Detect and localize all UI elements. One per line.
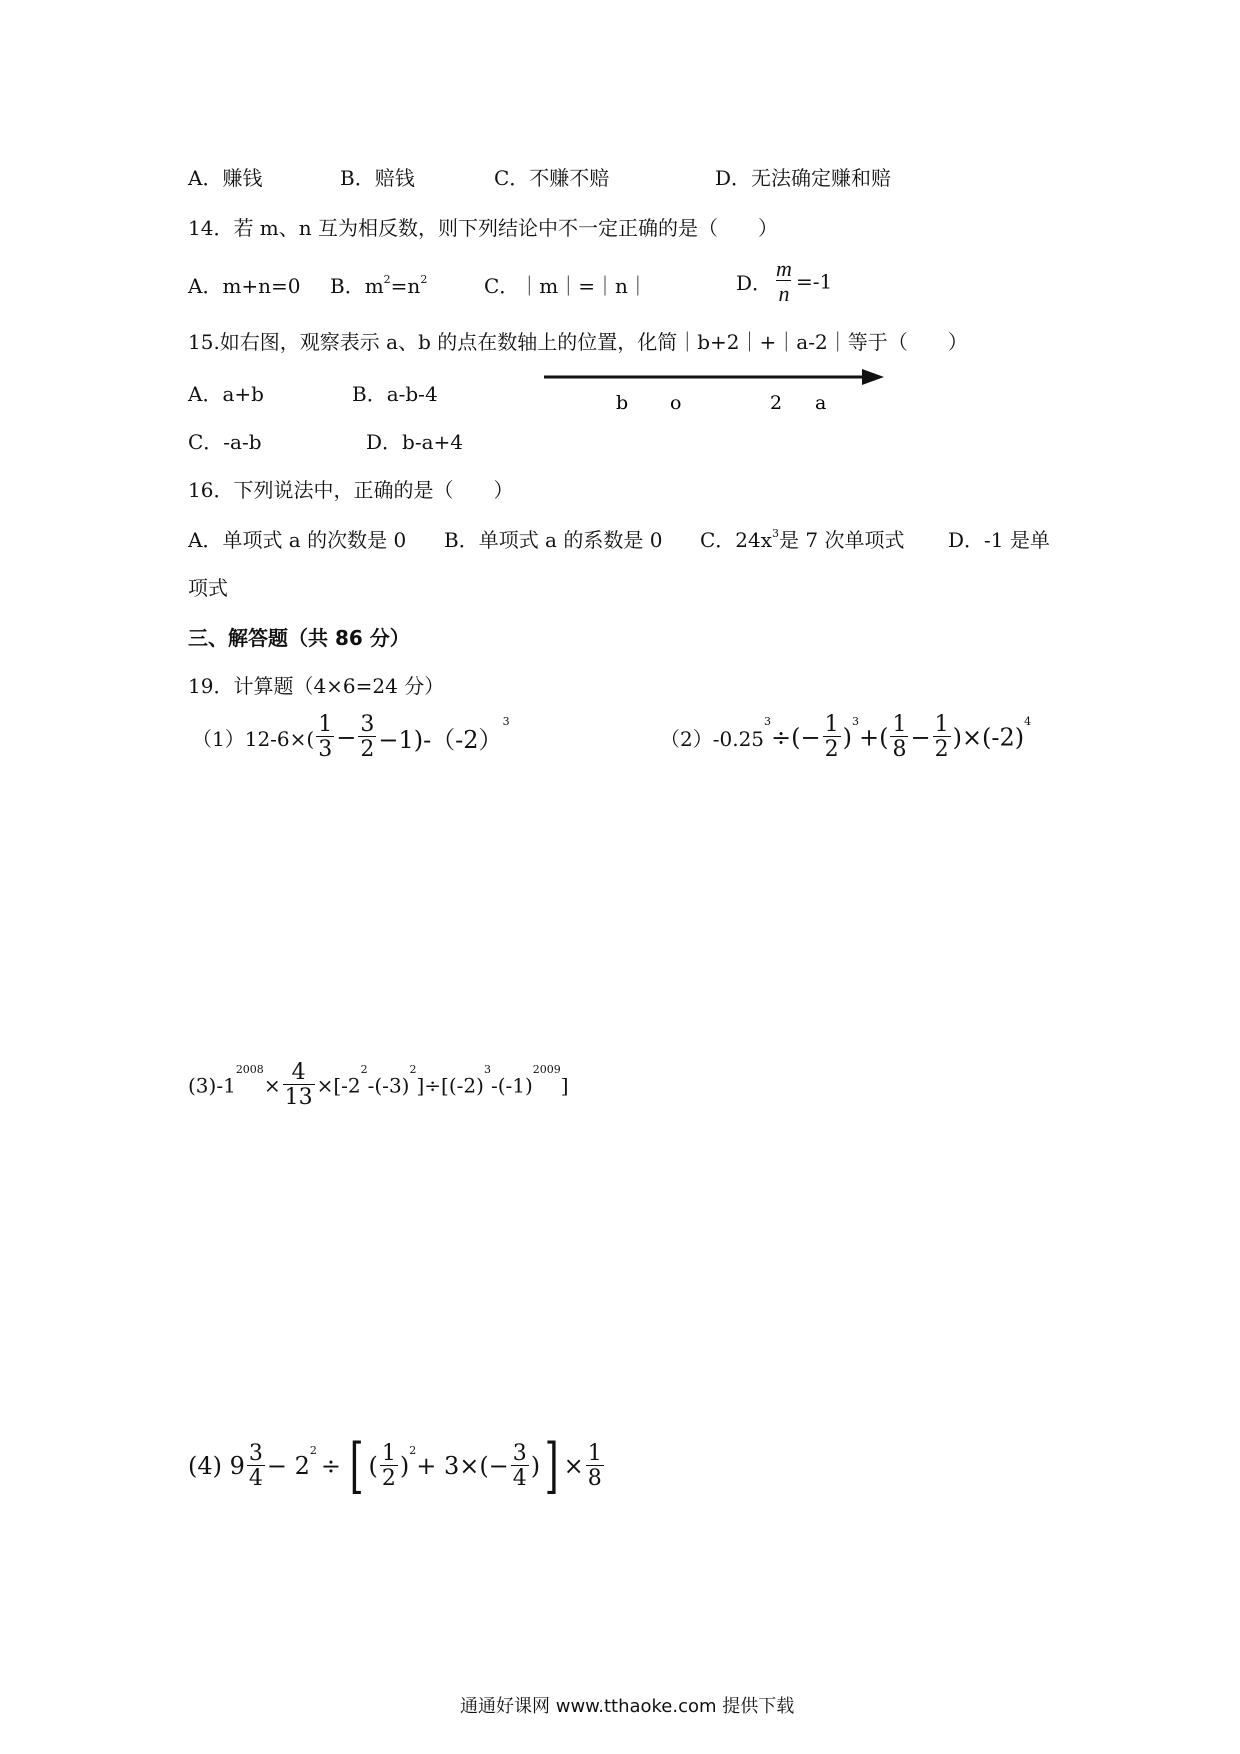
axis-label-b: b <box>616 392 629 414</box>
q13-option-c: C．不赚不赔 <box>494 166 610 190</box>
left-bracket: [ <box>349 1431 364 1501</box>
q15-option-a: A．a+b <box>188 382 264 406</box>
q13-option-d: D．无法确定赚和赔 <box>715 166 892 190</box>
q16-option-a: A．单项式 a 的次数是 0 <box>188 528 407 552</box>
q19-part4-expression: (4) 9 $\frac{3}{4}$ − $2^2\div$ [ ( $\frac{1}{2}$ )$^2$+ 3×(− $\frac{3}{4}$ )] × $\frac{1}{8}$ <box>188 1431 602 1501</box>
q14-option-d: D． $\frac{m}{n}$ =-1 <box>736 256 833 306</box>
q16-stem: 16．下列说法中，正确的是（ ） <box>188 478 514 502</box>
page-footer: 通通好课网 www.tthaoke.com 提供下载 <box>460 1696 795 1717</box>
q14-option-b: B．$m^2=n^2$ <box>330 273 428 298</box>
q16-option-b: B．单项式 a 的系数是 0 <box>444 528 663 552</box>
q16-option-c: C．$24x^3$是 7 次单项式 <box>700 527 905 552</box>
q16-option-d-continued: 项式 <box>188 576 228 600</box>
number-line <box>540 365 890 425</box>
axis-label-2: 2 <box>770 392 783 414</box>
q14-option-a: A．m+n=0 <box>188 274 301 298</box>
q15-stem: 15.如右图，观察表示 a、b 的点在数轴上的位置，化简｜b+2｜+｜a-2｜等于（ ） <box>188 330 968 354</box>
q19-part2-expression: $(2)-0.25^3\div(-$ $\frac{1}{2}$ )$^3$+( $\frac{1}{8}$ − $\frac{1}{2}$ )$\times(-2)^4$ <box>660 712 1032 762</box>
axis-label-o: o <box>670 392 682 414</box>
q19-part3-expression: $(3)-1^{2008}\times$ $\frac{4}{13}$ $\times[-2^2-(-3)^2]\div[(-2)^3-(-1)^{2009}]$ <box>188 1060 569 1110</box>
section-title: 三、解答题（共 86 分） <box>188 626 410 650</box>
q19-stem: 19．计算题（4×6=24 分） <box>188 674 445 698</box>
right-bracket: ] <box>544 1431 559 1501</box>
q15-option-c: C．-a-b <box>188 430 262 454</box>
q19-part1-expression: （1）12-6×( $\frac{1}{3}$ − $\frac{3}{2}$ $-1)-(-2)^3$ <box>192 712 510 762</box>
axis-label-a: a <box>815 392 827 414</box>
q13-option-b: B．赔钱 <box>340 166 415 190</box>
q16-option-d: D．-1 是单 <box>948 528 1050 552</box>
q14-stem: 14．若 m、n 互为相反数，则下列结论中不一定正确的是（ ） <box>188 216 779 240</box>
q13-option-a: A．赚钱 <box>188 166 263 190</box>
q15-option-b: B．a-b-4 <box>352 382 438 406</box>
q14-option-c: C．｜m｜=｜n｜ <box>484 274 648 298</box>
number-line-arrow <box>862 369 884 385</box>
q15-option-d: D．b-a+4 <box>366 430 464 454</box>
